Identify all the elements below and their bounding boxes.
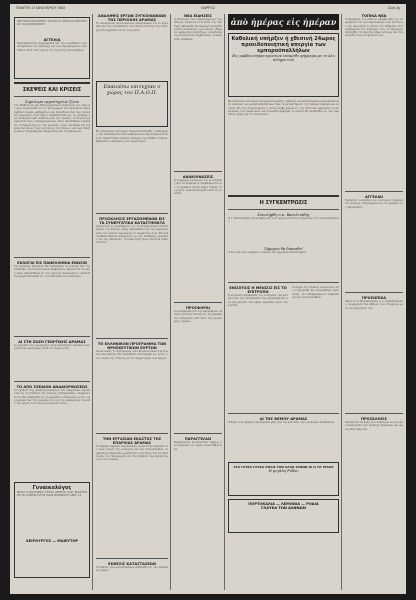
ad-2-sub: ΓΛΑΥΚΑ ΤΩΝ ΔΑΦΝΩΝ [261,506,306,510]
boxed-headline-box [96,81,168,127]
article-1-body: Την προσεχή Κυριακήν θα διεξαχθούν αι εκλογαί δια την ανάδειξιν νέου διοικητικού συμβουλίου. Καλούνται τα μέλη όπως προσέλθουν εις την γενικήν συνέλευσιν η οποία θα πραγματοποιηθεί εις την αίθουσαν του συλλόγου. [14,265,90,278]
article-4-body: Καλούνται τα μέλη του συλλόγου εις γενικήν συνέλευσιν την προσεχή Κυριακήν και ώραν 10ην πρωινήν. [345,421,403,431]
lower-right [292,286,339,410]
column-rule [224,14,225,590]
article-5-body: Η θέμις της Δράμας συνεδρίασε χθες δια την εξέτασιν των εκκρεμών υποθέσεων. [228,421,336,424]
column-banner: ἀπὸ ἡμέρας εἰς ἡμέραν [228,14,339,30]
headline-2: ΑΓΓΕΛΙΑΙ [364,195,384,199]
headline-2: ΠΡΟΣΚΛΗΣΙΣ ΕΡΓΑΖΟΜΕΝΩΝ ΕΙΣ ΤΑ ΣΥΝΕΡΓΑΤΙΚΑ ΚΑΤΑΣΤΗΜΑΤΑ [99,217,165,225]
article-2-body: Με ιδιαιτέραν επιτυχίαν επραγματοποιήθη η εκδήλωσις του Πανελληνίου Απελευθερωτικού Οργανισμού Πολιτών. Παρέστησαν πολλοί επίσημοι και πλήθος κόσμου. Ωμίλησεν ο πρόεδρος του οργανισμού. [96,130,168,143]
running-head-page: Σελίς 3η [387,6,400,10]
column-rule [341,14,342,590]
running-head-title: ΘΑΡΡΟΣ [201,6,216,10]
boxed-headline: Επαινέσω επιτυχίαν ο χώρος του Π.Α.Ο.Π. [103,84,161,96]
ad-box-bottom [14,482,90,578]
section-title: ΣΚΕΨΕΙΣ ΚΑΙ ΚΡΙΣΕΙΣ [22,87,82,93]
headline-1: ΑΝΑΛΗΨΙΣ ΕΡΓΩΝ ΣΥΓΚΟΙΝΩΝΙΩΝ ΤΗΣ ΠΕΡΙΟΧΗΣ ΔΡΑΜΑΣ [97,14,167,22]
headline-4: ΠΡΟΣΚΛΗΣΙΣ [361,417,387,421]
ad-bottom-title: Γυναικολόγος [32,485,72,491]
column-rule [92,14,93,590]
lead-subhead: Εις ομάδα συγκεντρώσεων ενέκριθε ψήφισμα με το όλο αίτημα των [232,54,335,62]
headline-4: ΠΑΡΑΓΓΕΛΙΑΙ [184,437,212,441]
headline-2: ΕΝΙΣΧΥΣΙΣ Η ΜΕΙΩΣΙΣ ΕΙΣ ΤΟ ΕΠΙΤΡΟΠΗ [229,286,287,294]
article-1-body: Ο σύλλογος των επαγγελματιών της πόλεως ανακοινοί ότι κατά την προσεχή εβδομάδα θα πραγματοποιηθεί γενική συνέλευσις των μελών. Θέματα ημερησίας διατάξεως: λογοδοσία του διοικητικού συμβουλίου, εκλογή νέου, διάφορα. [174,18,222,41]
running-head-date: ΠΕΜΠΤΗ 17 ΙΑΝΟΥΑΡΙΟΥ 1963 [16,6,66,10]
ad-box-1 [228,462,339,496]
article-5-body: Η επαρχία Δράμας παρουσιάζει σημαντικήν πρόοδον εις τους τομείς της γεωργίας και της κτηνοτροφίας. Αι αρμόδιαι υπηρεσίαι εργάζονται εντατικώς δια την βελτίωσιν της παραγωγής και την διάθεσιν των προϊόντων εις τας αγοράς. [96,445,168,462]
article-1-body: Ο κ. Βασιλειάδης συνελήφθη υπό των αρχών κατά την διάρκειαν της συγκεντρώσεως. [228,217,339,224]
lead-story-body: Με απόλυτον επιτυχίαν επραγματοποιήθη η χθεσινή εικοσιτετράωρος προειδοποιητική απεργία των εμποροϋπαλλήλων. Όλα τα καταστήματα της πόλεως παρέμειναν κλειστά. Εις την συγκέντρωσιν η οποία έλαβε χώραν εις την πλατείαν ωμίλησαν οι εκπρόσωποι των σωματείων και ενεκρίθη ψήφισμα το οποίον θα υποβληθεί εις τας αρμοδίας αρχάς και το υπουργείον. [228,100,339,117]
headline-1: ΝΕΑ ΕΙΔΗΣΕΙΣ [184,14,212,18]
ad-2-title: ΠΟΡΤΟΚΑΛΙΑ — ΛΕΜΟΝΙΑ — ΡΟΔΙΑ [248,502,319,506]
column-1 [14,14,90,590]
headline-3: ΤΟ ΕΛΛΗΝΙΚΟΝ ΠΡΟΓΡΑΜΜΑ ΤΩΝ ΘΡΗΣΚΕΥΤΙΚΩΝ ΕΟΡΤΩΝ [97,342,167,350]
column-5 [345,14,403,590]
headline-1-sub: Συνελήφθη ο κ. Βασιλειάδης [257,213,310,217]
lead-headline: Καθολική υπήρξεν ή χθεσινή 24ωρος προειδοποιητική απεργία των εμποροϋπαλλήλων [231,36,336,54]
headline-3: ΤΟ ΑΠΟ ΣΧΕΔΙΟΝ ΑΝΑΔΙΟΡΘΩΣΕΩΣ [16,385,88,389]
lower-left [228,286,288,410]
article-3-body: Αφίκετο εκ Θεσσαλονίκης ο κ. Παπαδόπουλος. Ανεχώρησε δια Αθήνας η κα Γεωργίου μετά της θυγατρός της. [345,300,403,310]
headline-1-sub2: Σήμερον θα δικασθεί [264,247,303,251]
headline-5: ΕΚΘΕΣΙΣ ΚΑΤΑΣΤΑΣΕΩΝ [108,562,156,566]
newspaper-page [10,4,406,594]
headline-4: ΤΗΝ ΕΡΓΑΣΙΑΝ ΕΚΑΣΤΟΣ ΤΗΣ ΕΠΑΡΧΙΑΣ ΔΡΑΜΑΣ [102,437,162,445]
ad-title: ΑΓΓΕΛΙΑ [43,38,61,42]
article-4-body: Ανεκοινώθη το πρόγραμμα των θρησκευτικών εορτών του Ιανουαρίου. Θα τελεσθούν λειτουργίαι εις όλους τους ναούς της πόλεως με την συμμετοχήν των αρχών. [96,350,168,360]
lower-split [228,286,339,410]
column-4 [228,14,339,590]
ad-bottom-sub: ΧΕΙΡΟΥΡΓΟΣ — ΜΑΙΕΥΤΗΡ [25,539,79,543]
ad-1-title: ΣΤΑ ΓΛΥΚΑ ΓΛΥΚΑ ΟΠΑΙΣ ΤΟΝ ΑΛΛΟ ΣΑΝΩΝ ΟΙ Ο ΤΟ ΤΕΛΟΣ [233,465,334,469]
headline-3: ΠΡΟΣΩΠΙΚΑ [361,296,387,300]
headline-3: ΠΡΟΣΦΟΡΑΙ [185,306,210,310]
article-4-body: Αι αρχαί της πόλεως ανακοινούν ότι αι εργασίαι θα συνεχισθούν κανονικώς. Οι ενδιαφερόμενοι παρακαλούνται να προσέλθουν. [292,286,339,299]
article-6-body: Η έκθεσις των καταστάσεων υπεβλήθη εις τας αρμοδίας αρχάς. [96,566,168,573]
running-head [16,5,400,12]
ad-body: Προκηρύσσεται δημοπρασία δια την εκμίσθωσιν καταστημάτων της περιοχής και των παρακειμένων οικοπέδων κατά τους όρους της σχετικής διακηρύξεως [17,42,87,52]
article-3-body: Αι προσφοραί δια την προμήθειαν υλικών γίνονται δεκταί εις τα γραφεία της υπηρεσίας καθ' όλας τας εργασίμους ημέρας. [174,310,222,323]
ad-text: ΔΕΛΤΙΟΝ ΔΙΚΗΓΟΡΙΚΟΥ ΣΥΛΛΟΓΟΥ ΔΡΑΜΑΣ ΔΙΟΙΚΗΤΙΚΟΥ ΚΑΙ ΟΙΚΟΝΟΜΙΚΟΥ [17,20,87,27]
feature-body: Του Μαθητικού και Επαγγελματικού συλλόγου της πόλεως μας ανεκοινώθη ότι το πρόγραμμα των εργασιών περιλαμβάνει σειράν μαθημάτων και διαλέξεων δια τους νέους της περιοχής. Αι αιτήσεις υποβάλλονται εις τα γραφεία του συλλόγου καθ' εκάστην από της πρωίας. Η επιτροπή παρακαλεί τους ενδιαφερομένους όπως προσέλθουν εγκαίρως. Η συμμετοχή εις τας εργασίας είναι ελευθέρα και δωρεάν δια όλους τους κατοίκους της πόλεως και των πέριξ χωρίων. Πληροφορίαι παρέχονται και τηλεφωνικώς. [14,104,90,134]
article-2-body: Πωλείται οικόπεδον εις κεντρικόν σημείον της πόλεως. Πληροφορίαι εις τα γραφεία της εφημερίδος. [345,199,403,209]
headline-2: ΑΙ ΣΤΗ ΖΩΣΗ ΓΕΩΡΓΙΚΗΣ ΔΡΑΜΑΣ [18,340,86,344]
article-2-body: Η δίκη θα γίνει σήμερον ενώπιον του αρμοδίου δικαστηρίου. [228,251,307,254]
article-2-body: Αι εργασίαι της γεωργικής συνεταιριστικής ενώσεως συνεχίζονται κανονικώς κατά το τρέχον έτος. [14,344,90,351]
ad-bottom-body: ΜΑΡΙΑ ΚΑΡΑΓΙΑΝΝΗ ΙΑΤΡΟΣ ΔΕΧΕΤΑΙ ΚΑΘ' ΕΚΑΣΤΗΝ ΕΝ ΤΩ ΙΑΤΡΕΙΩ ΑΥΤΗΣ ΟΔΟΣ ΒΕΝΙΖΕΛΟΥ ΑΡΙΘ. 14 [17,491,87,498]
ad-box-top [14,17,90,79]
headline-1: ΕΚΛΟΓΑΙ ΕΙΣ ΠΑΝΕΛΛΗΝΙΑ ΕΝΩΣΙΝ [17,261,87,265]
feature-title: Σημείωμα εργαστηρίων ζώων [24,100,80,104]
article-1-body: Το υπουργείον συγκοινωνιών ανεκοίνωσεν ότι αι εργασίαι δια την κατασκευήν του οδικού δικτύου της περιοχής θα αρχίσουν εντός του μηνός. [96,22,168,32]
article-3-body: Καλούνται οι εργαζόμενοι εις τα συνεργατικά καταστήματα της πόλεως όπως προσέλθουν εις την συγκέντρωσιν την οποίαν οργανώνει το σωματείον των. Θα συζητηθούν θέματα αφορώντα εις τας συνθήκας εργασίας και τας αποδοχάς. Η συμμετοχή όλων κρίνεται απαραίτητος. [96,225,168,245]
headline-2: ΑΝΑΚΟΙΝΩΣΕΙΣ [182,175,214,179]
headline-1: Η ΣΥΓΚΕΝΤΡΩΣΙΣ [259,200,308,206]
article-3-body: Η επιτροπή αποφάσισε την ενίσχυσιν των μέτρων δια την προστασίαν των εργαζομένων και την μείωσιν των ωρών εργασίας κατά τας εορτάς. [228,294,288,307]
column-2 [96,14,168,590]
article-4-body: Παραγγελίαι εκτελούνται ταχέως και επιμελώς εις τιμάς συγκαταβατικάς. [174,441,222,451]
column-3 [174,14,222,590]
article-2-body: Η νομαρχία ανακοινοί ότι αι αιτήσεις δια τα επιδόματα υποβάλλονται εις τα γραφεία αυτής μέχρι τέλους του μηνός. Δικαιολογητικά κατά τα γνωστά. [174,179,222,196]
headline-1: ΤΟΠΙΚΑ ΝΕΑ [361,14,387,18]
lead-story-box [228,33,339,97]
ad-1-sub: Η μεγάλη Ρόδου [268,469,299,473]
ad-box-2 [228,499,339,533]
article-1-body: Ο δήμαρχος της πόλεως εδέχθη χθες εις το γραφείον του αντιπροσωπείαν των κατοίκων της συνοικίας οι οποίοι του εξέθεσαν τα προβλήματα της περιοχής των. Ο δήμαρχος υπεσχέθη την άμεσον λήψιν μέτρων δια την επίλυσιν των αιτημάτων των. [345,18,403,38]
article-3-body: Το σχέδιον της αναδιοργανώσεως των υπηρεσιών ευρίσκεται εις το στάδιον της τελικής επεξεργασίας. Αναμένεται ότι θα υποβληθεί εις το αρμόδιον υπουργείον εντός των ημερών δια την έγκρισιν του και την εφαρμογήν του από της αρχής του νέου οικονομικού έτους. [14,389,90,406]
headline-3: ΑΙ ΤΗΣ ΘΕΜΟΥ ΔΡΑΜΑΣ [259,417,308,421]
column-rule [170,14,171,590]
